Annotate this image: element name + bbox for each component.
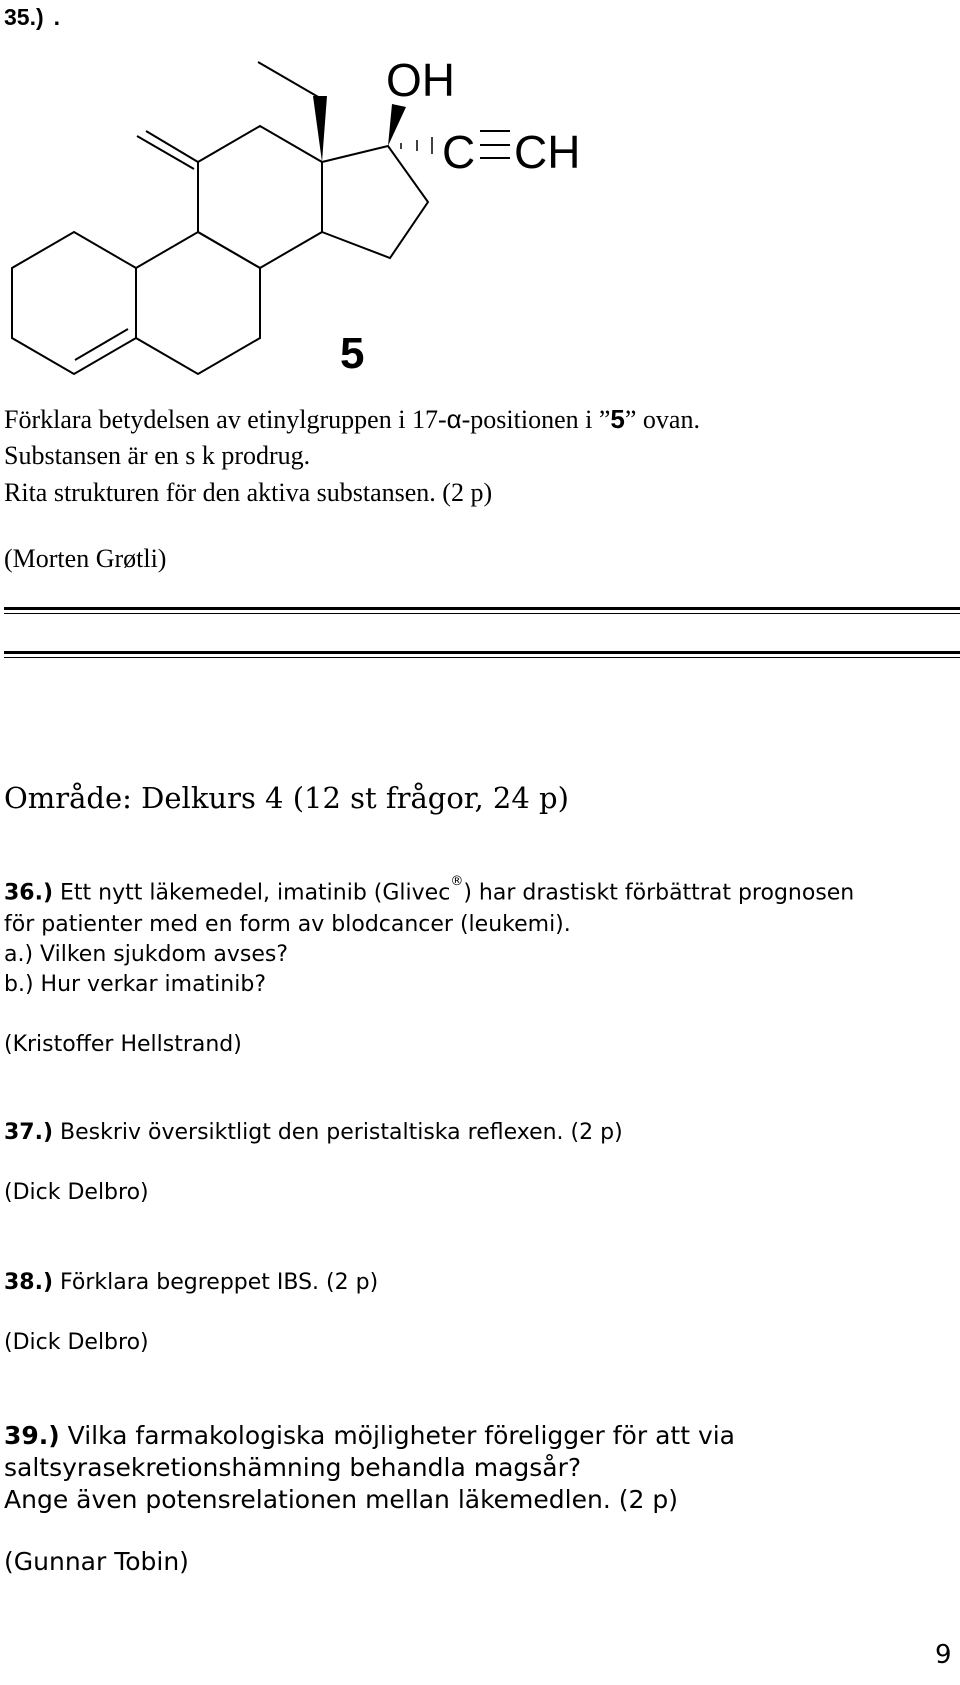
question-36-author: (Kristoffer Hellstrand) xyxy=(4,1032,242,1057)
ring-a xyxy=(12,232,136,374)
question-39-line-1 xyxy=(4,1421,735,1450)
registered-mark: ® xyxy=(450,874,464,889)
divider-bottom-thin xyxy=(4,657,960,658)
question-37-author: (Dick Delbro) xyxy=(4,1180,149,1205)
carbon-label: C xyxy=(442,126,476,178)
q35-line1-mid: -positionen i ” xyxy=(461,405,611,434)
ring-b xyxy=(136,232,260,374)
question-number: 38.) xyxy=(4,1270,54,1295)
q36-line1-end: ) har drastiskt förbättrat prognosen xyxy=(463,880,855,906)
question-39-line-3: Ange även potensrelationen mellan läkemedlen. (2 p) xyxy=(4,1485,678,1514)
ch-label: CH xyxy=(514,126,581,178)
question-dot: . xyxy=(53,4,61,30)
question-number: 39.) xyxy=(4,1421,60,1450)
divider-top-thin xyxy=(4,613,960,614)
compound-number: 5 xyxy=(340,329,365,378)
question-number: 36.) xyxy=(4,880,54,906)
question-39-line-2: saltsyrasekretionshämning behandla magsår? xyxy=(4,1453,582,1482)
question-36-line-1 xyxy=(4,874,855,906)
q38-text: Förklara begreppet IBS. (2 p) xyxy=(53,1270,379,1295)
question-36-line-2: för patienter med en form av blodcancer (leukemi). xyxy=(4,912,571,937)
question-38-author: (Dick Delbro) xyxy=(4,1330,149,1355)
methylene-bond-2 xyxy=(137,136,194,169)
question-36-line-4: b.) Hur verkar imatinib? xyxy=(4,972,266,997)
q36-line1-text: Ett nytt läkemedel, imatinib (Glivec xyxy=(53,880,451,906)
ring-c xyxy=(198,126,322,268)
alpha-symbol: α xyxy=(446,404,462,434)
question-35-line-1 xyxy=(4,404,700,435)
divider-top xyxy=(4,607,960,610)
question-35-author: (Morten Grøtli) xyxy=(4,544,167,573)
question-36-line-3: a.) Vilken sjukdom avses? xyxy=(4,942,289,967)
question-number: 35.) xyxy=(4,4,44,30)
ring-d xyxy=(322,146,428,258)
q39-line1-text: Vilka farmakologiska möjligheter föreligger för att via xyxy=(59,1421,735,1450)
question-35-line-3: Rita strukturen för den aktiva substansen. (2 p) xyxy=(4,478,493,507)
page-number: 9 xyxy=(935,1640,952,1670)
oh-label: OH xyxy=(386,54,455,106)
steroid-structure-diagram xyxy=(0,40,620,390)
question-38-line-1 xyxy=(4,1270,378,1295)
q35-line1-text: Förklara betydelsen av etinylgruppen i 17- xyxy=(4,405,447,434)
ethyl-bond xyxy=(258,62,320,98)
wedge-oh xyxy=(388,104,406,146)
section-heading: Område: Delkurs 4 (12 st frågor, 24 p) xyxy=(4,781,569,815)
q35-line1-end: ” ovan. xyxy=(624,405,700,434)
question-37-line-1 xyxy=(4,1120,623,1145)
question-35-line-2: Substansen är en s k prodrug. xyxy=(4,441,311,470)
double-bond-ring-a xyxy=(75,329,128,360)
wedge-ethyl xyxy=(313,96,327,162)
question-35-number xyxy=(4,4,60,31)
divider-bottom xyxy=(4,651,960,654)
compound-reference: 5 xyxy=(610,404,625,434)
q37-text: Beskriv översiktligt den peristaltiska reflexen. (2 p) xyxy=(53,1120,623,1145)
question-number: 37.) xyxy=(4,1120,54,1145)
question-39-author: (Gunnar Tobin) xyxy=(4,1547,189,1576)
